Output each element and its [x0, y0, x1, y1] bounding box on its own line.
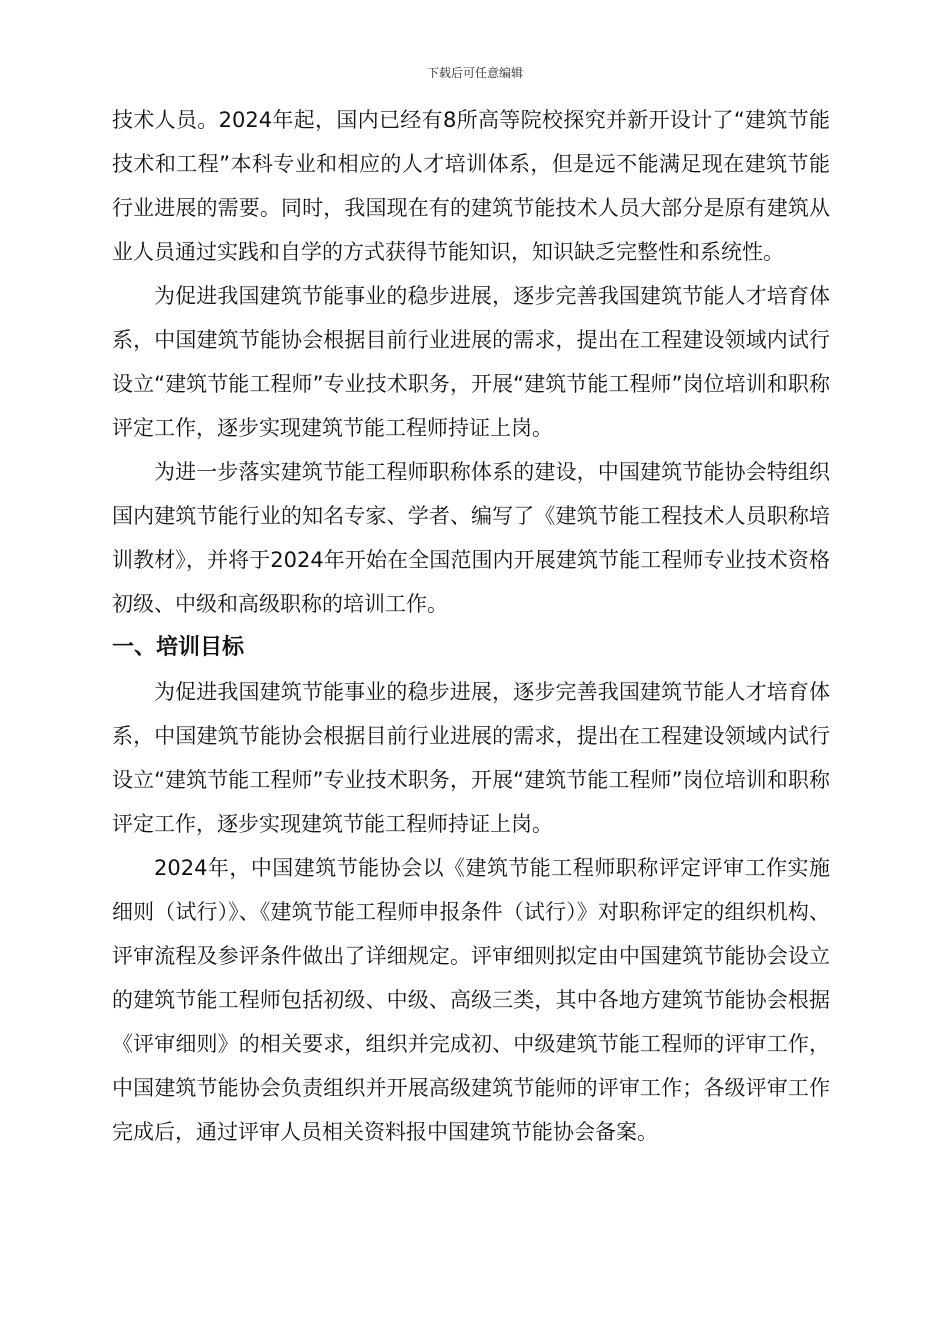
paragraph: 为促进我国建筑节能事业的稳步进展，逐步完善我国建筑节能人才培育体系，中国建筑节能协会根据目前行业进展的需求，提出在工程建设领域内试行设立“建筑节能工程师”专业技术职务，开展“建筑节能工程师”岗位培训和职称评定工作，逐步实现建筑节能工程师持证上岗。: [112, 680, 830, 836]
paragraph: 为进一步落实建筑节能工程师职称体系的建设，中国建筑节能协会特组织国内建筑节能行业的知名专家、学者、编写了《建筑节能工程技术人员职称培训教材》，并将于2024年开始在全国范围内开展建筑节能工程师专业技术资格初级、中级和高级职称的培训工作。: [112, 460, 830, 616]
section-heading: 一、培训目标: [112, 635, 245, 660]
page-header-note: 下载后可任意编辑: [426, 66, 523, 80]
paragraph: 2024年，中国建筑节能协会以《建筑节能工程师职称评定评审工作实施细则（试行）》、《建筑节能工程师申报条件（试行）》对职称评定的组织机构、评审流程及参评条件做出了详细规定。评审细则拟定由中国建筑节能协会设立的建筑节能工程师包括初级、中级、高级三类，其中各地方建筑节能协会根据《评审细则》的相关要求，组织并完成初、中级建筑节能工程师的评审工作，中国建筑节能协会负责组织并开展高级建筑节能师的评审工作；各级评审工作完成后，通过评审人员相关资料报中国建筑节能协会备案。: [112, 856, 830, 1144]
paragraph-continued: 技术人员。2024年起，国内已经有8所高等院校探究并新开设计了“建筑节能技术和工程”本科专业和相应的人才培训体系，但是远不能满足现在建筑节能行业进展的需要。同时，我国现在有的建筑节能技术人员大部分是原有建筑从业人员通过实践和自学的方式获得节能知识，知识缺乏完整性和系统性。: [112, 108, 830, 264]
document-body: [112, 98, 830, 1154]
paragraph: 为促进我国建筑节能事业的稳步进展，逐步完善我国建筑节能人才培育体系，中国建筑节能协会根据目前行业进展的需求，提出在工程建设领域内试行设立“建筑节能工程师”专业技术职务，开展“建筑节能工程师”岗位培训和职称评定工作，逐步实现建筑节能工程师持证上岗。: [112, 284, 830, 440]
